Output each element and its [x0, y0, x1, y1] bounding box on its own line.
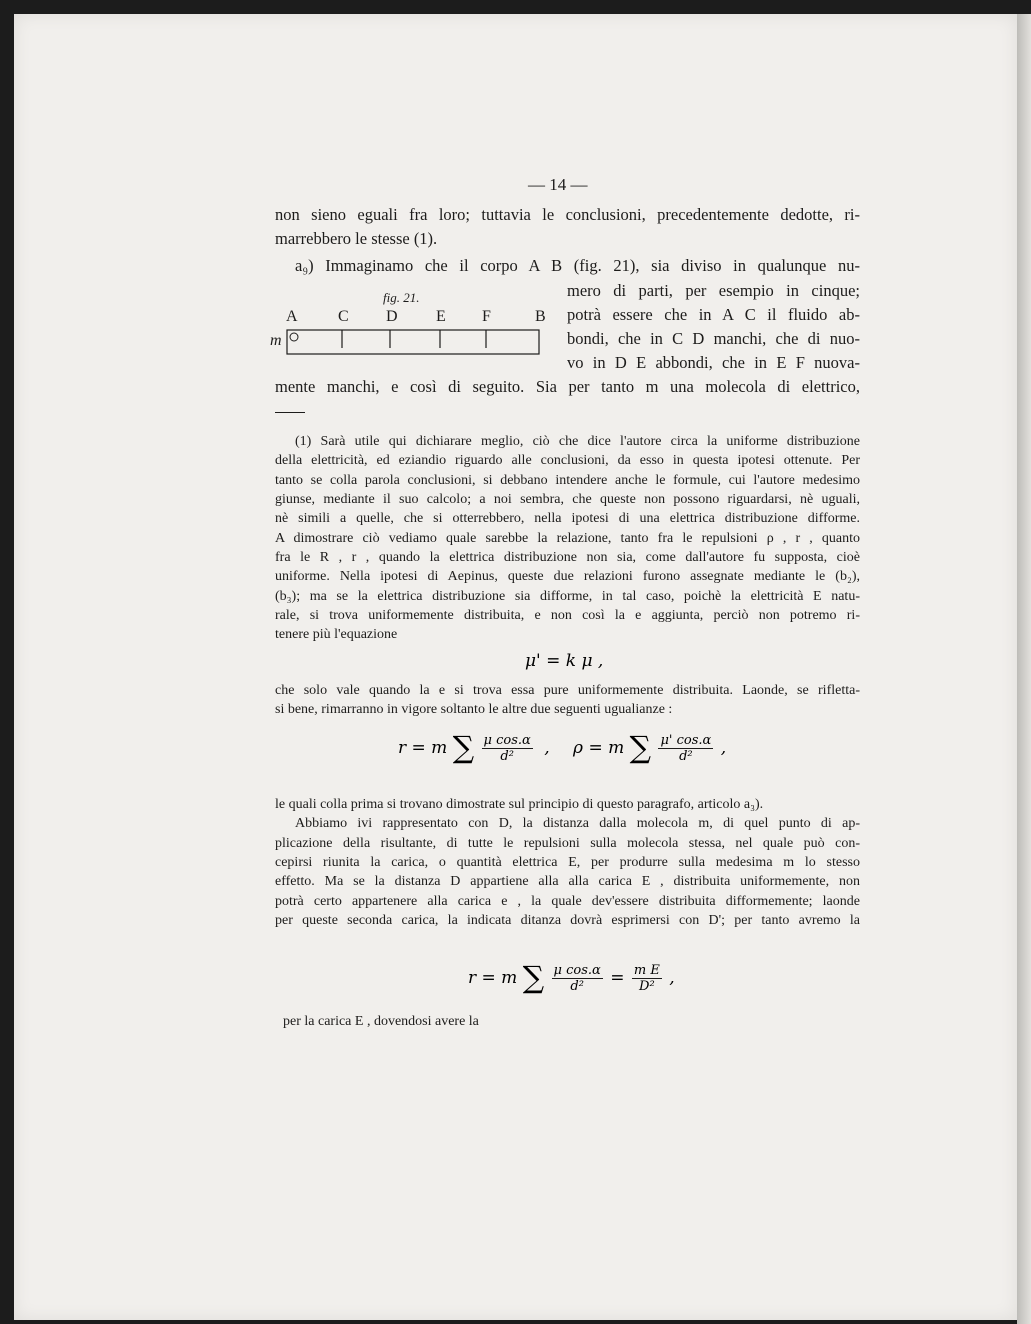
footnote-para2-line-2: plicazione della risultante, di tutte le repulsioni sulla molecola stessa, nel quale può con-: [275, 836, 860, 851]
footnote-rule: [275, 412, 305, 413]
eq3-rden: D²: [639, 979, 655, 994]
eq3-lhs: r = m: [468, 968, 518, 988]
equation-repulsions: r = m ∑ $\frac{\text{μ cos.α}}{\text{d²}}$ , ρ = m ∑ $\frac{\mu' \cos.\alpha}{\text{d²}}$ ,: [398, 730, 727, 766]
footnote-line-2: della elettricità, ed eziandio riguardo alle conclusioni, da esso in questa ipotesi ottenute. Per: [275, 453, 860, 468]
footnote-after-line-2: si bene, rimarranno in vigore soltanto le altre due seguenti ugualianze :: [275, 702, 673, 717]
footnote-para2-line-5: potrà certo appartenere alla carica e , la quale dev'essere distribuita difformemente; laonde: [275, 894, 860, 909]
eq3-right-fraction: [632, 963, 662, 994]
footnote-continue: le quali colla prima si trovano dimostrate sul principio di questo paragrafo, articolo a₃).: [275, 797, 764, 812]
last-line: per la carica E , dovendosi avere la: [283, 1014, 479, 1029]
body-line-4: mero di parti, per esempio in cinque;: [567, 281, 860, 300]
footnote-line-8: uniforme. Nella ipotesi di Aepinus, queste due relazioni furono assegnate mediante le (b₂),: [275, 569, 860, 584]
eq2-right-lhs: ρ = m: [573, 738, 625, 758]
figure-letter-e: E: [436, 308, 446, 325]
footnote-after-line-1: che solo vale quando la e si trova essa pure uniformemente distribuita. Laonde, se rifletta-: [275, 683, 860, 698]
footnote-line-10: rale, si trova uniformemente distribuita, e non così la e aggiunta, perciò non potremo ri-: [275, 608, 860, 623]
footnote-line-9: (b₃); ma se la elettrica distribuzione sia difforme, in tal caso, poichè la elettricità E natu-: [275, 589, 860, 604]
eq3-equals: =: [610, 968, 625, 988]
figure-molecule-m: m: [270, 332, 282, 349]
figure-body-ab: [287, 330, 539, 354]
eq3-rnum: m E: [633, 963, 660, 978]
body-line-5: potrà essere che in A C il fluido ab-: [567, 305, 860, 324]
eq2-right-fraction: [658, 733, 713, 764]
eq2-right-den: d²: [679, 749, 693, 764]
eq2-left-lhs: r = m: [398, 738, 448, 758]
body-line-1: non sieno eguali fra loro; tuttavia le conclusioni, precedentemente dedotte, ri-: [275, 205, 860, 224]
next-page-edge: [1017, 14, 1031, 1324]
eq3-tail: ,: [669, 968, 675, 988]
figure-letter-c: C: [338, 308, 349, 325]
figure-caption: fig. 21.: [383, 290, 420, 305]
footnote-para2-line-6: per queste seconda carica, la indicata ditanza dovrà esprimersi con D'; per tanto avremo la: [275, 913, 860, 928]
figure-letter-a: A: [286, 308, 298, 325]
eq3-num: μ cos.α: [553, 963, 601, 978]
footnote-line-7: fra le R , r , quando la elettrica distribuzione non sia, come dall'autore fu supposta, cioè: [275, 550, 860, 565]
sigma-symbol: ∑: [629, 730, 652, 766]
footnote-line-5: nè simili a quelle, che si otterrebbero, nella ipotesi di una elettrica distribuzione difforme.: [275, 511, 860, 526]
footnote-para2-line-3: cepirsi riunita la carica, o quantità elettrica E, per produrre sulla medesima m lo stesso: [275, 855, 860, 870]
sigma-symbol: ∑: [452, 730, 475, 766]
figure-letter-b: B: [535, 308, 546, 325]
body-line-6: bondi, che in C D manchi, che di nuo-: [567, 329, 860, 348]
footnote-line-11: tenere più l'equazione: [275, 627, 398, 642]
footnote-para2-line-4: effetto. Ma se la distanza D appartiene alla alla carica E , distribuita uniformemente, non: [275, 874, 860, 889]
equation-mu-prime: μ' = k μ ,: [525, 651, 604, 671]
figure-21-diagram: [280, 326, 550, 358]
figure-letter-f: F: [482, 308, 491, 325]
footnote-para2-line-1: Abbiamo ivi rappresentato con D, la distanza dalla molecola m, di quel punto di ap-: [295, 816, 860, 831]
sigma-symbol: ∑: [522, 960, 545, 996]
body-line-2: marrebbero le stesse (1).: [275, 229, 438, 248]
equation-carica: [468, 960, 675, 996]
eq2-left-den: d²: [500, 749, 514, 764]
eq3-fraction: [552, 963, 603, 994]
eq2-right-num: μ' cos.α: [660, 733, 712, 748]
footnote-line-3: tanto se colla parola conclusioni, si debbano intendere anche le formule, cui l'autore medesimo: [275, 473, 860, 488]
page-number: — 14 —: [528, 175, 588, 194]
eq2-left-num: μ cos.α: [483, 733, 531, 748]
footnote-line-6: A dimostrare ciò vediamo quale sarebbe la relazione, tanto fra le repulsioni ρ , r , quanto: [275, 531, 860, 546]
footnote-line-4: giunse, mediante il suo calcolo; a noi sembra, che queste non possono riguardarsi, nè uguali,: [275, 492, 860, 507]
body-line-7: vo in D E abbondi, che in E F nuova-: [567, 353, 860, 372]
body-line-8: mente manchi, e così di seguito. Sia per tanto m una molecola di elettrico,: [275, 377, 860, 396]
eq3-den: d²: [570, 979, 584, 994]
footnote-line-1: (1) Sarà utile qui dichiarare meglio, ciò che dice l'autore circa la uniforme distribuzione: [295, 434, 860, 449]
eq2-left-fraction: [482, 733, 533, 764]
figure-molecule-circle: [290, 333, 298, 341]
body-line-3: a₉) Immaginamo che il corpo A B (fig. 21), sia diviso in qualunque nu-: [295, 256, 860, 275]
figure-letter-d: D: [386, 308, 398, 325]
